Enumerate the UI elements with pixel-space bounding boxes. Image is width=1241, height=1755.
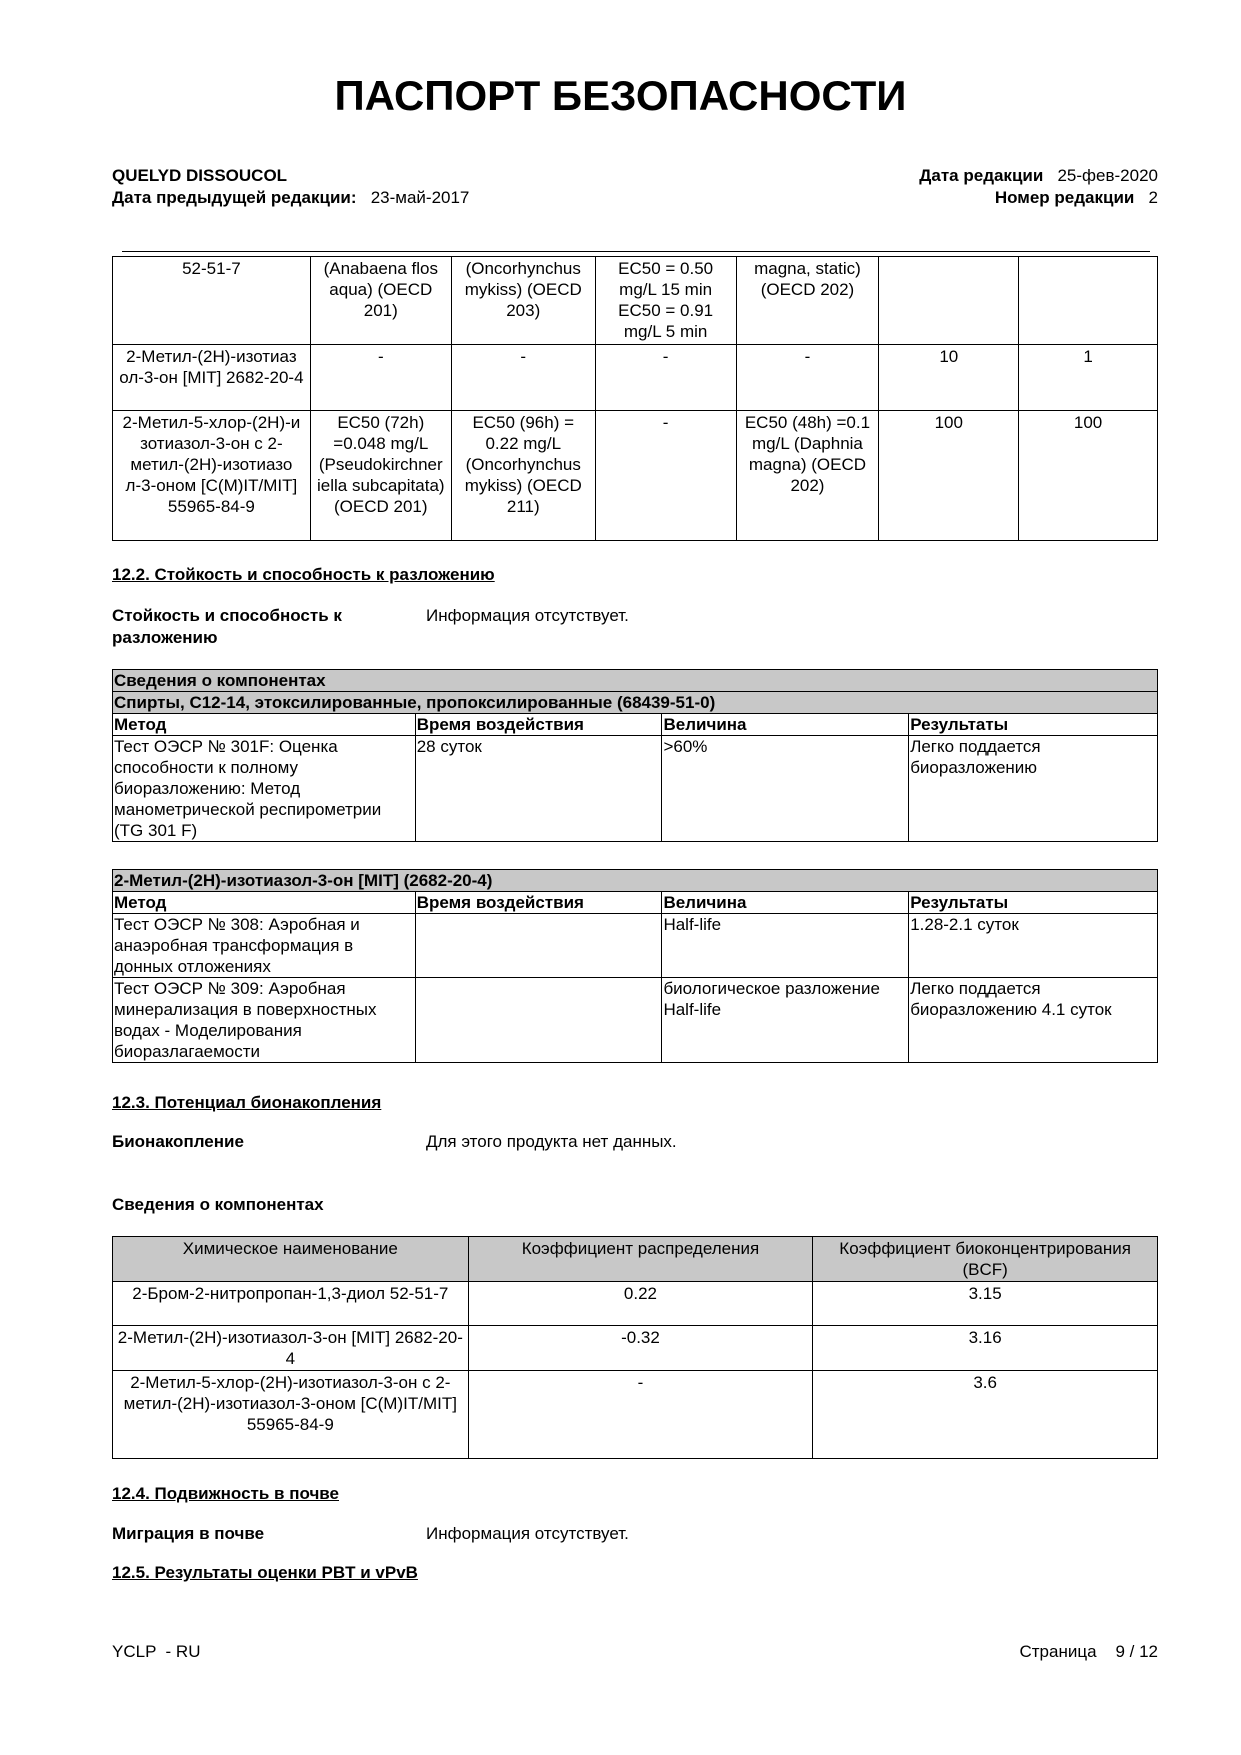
table-cell: биологическое разложение Half-life	[662, 978, 909, 1063]
product-name: QUELYD DISSOUCOL	[112, 166, 288, 185]
page-title: ПАСПОРТ БЕЗОПАСНОСТИ	[334, 72, 907, 119]
table-cell: 2-Метил-(2H)-изотиазол-3-он [MIT] 2682-20-4	[113, 1326, 469, 1371]
table-cell: 3.6	[813, 1371, 1158, 1459]
table-cell: EC50 (48h) =0.1 mg/L (Daphnia magna) (OECD 202)	[736, 411, 879, 541]
table-cell: -0.32	[468, 1326, 813, 1371]
previous-revision-value: 23-май-2017	[370, 188, 470, 207]
table-header-row	[113, 714, 1158, 736]
table-cell: 2-Метил-5-хлор-(2H)-изотиазол-3-он с 2-метил-(2H)-изотиазол-3-оном [C(M)IT/MIT] 55965-84-9	[113, 1371, 469, 1459]
table-row	[113, 345, 1158, 411]
section-12-3-heading: 12.3. Потенциал бионакопления	[112, 1093, 382, 1112]
component-table-2	[112, 869, 1158, 1063]
table-cell	[879, 257, 1019, 345]
table-row	[113, 670, 1158, 692]
table-cell: 2-Бром-2-нитропропан-1,3-диол 52-51-7	[113, 1282, 469, 1326]
table-cell: 10	[879, 345, 1019, 411]
persistence-value: Информация отсутствует.	[426, 606, 629, 625]
table-cell: 2-Метил-(2H)-изотиаз ол-3-он [MIT] 2682-20-4	[113, 345, 311, 411]
table-cell: -	[451, 345, 595, 411]
table-row	[113, 411, 1158, 541]
table-row	[113, 692, 1158, 714]
table-cell: Тест ОЭСР № 308: Аэробная и анаэробная трансформация в донных отложениях	[113, 914, 416, 978]
table-cell: >60%	[662, 736, 909, 842]
table-cell	[415, 978, 662, 1063]
table-cell: 3.15	[813, 1282, 1158, 1326]
table-header-row	[113, 1237, 1158, 1282]
table-row	[113, 1371, 1158, 1459]
table-cell: Легко поддается биоразложению 4.1 суток	[909, 978, 1158, 1063]
component-info-heading: Сведения о компонентах	[112, 1195, 324, 1214]
table-cell: 52-51-7	[113, 257, 311, 345]
table-cell: -	[468, 1371, 813, 1459]
column-header: Метод	[113, 714, 416, 736]
revision-number-label: Номер редакции	[994, 188, 1135, 207]
table-row	[113, 736, 1158, 842]
revision-number-value: 2	[1148, 188, 1158, 207]
header-divider	[122, 251, 1150, 252]
revision-date-value: 25-фев-2020	[1057, 166, 1158, 185]
table-row	[113, 1326, 1158, 1371]
table-cell: 3.16	[813, 1326, 1158, 1371]
substance-name: Спирты, C12-14, этоксилированные, пропоксилированные (68439-51-0)	[113, 692, 1158, 714]
page-value: 9 / 12	[1115, 1642, 1158, 1661]
column-header: Время воздействия	[415, 892, 662, 914]
page-label: Страница	[1019, 1642, 1097, 1661]
column-header: Метод	[113, 892, 416, 914]
table-cell: 2-Метил-5-хлор-(2H)-и зотиазол-3-он с 2-метил-(2H)-изотиазо л-3-оном [C(M)IT/MIT] 55965-84-9	[113, 411, 311, 541]
column-header: Результаты	[909, 892, 1158, 914]
table-cell: 28 суток	[415, 736, 662, 842]
section-12-5-heading: 12.5. Результаты оценки PBT и vPvB	[112, 1563, 418, 1582]
substance-name: 2-Метил-(2H)-изотиазол-3-он [MIT] (2682-20-4)	[113, 870, 1158, 892]
ecotoxicity-table	[112, 256, 1158, 541]
table-cell: Тест ОЭСР № 301F: Оценка способности к полному биоразложению: Метод манометрической респирометрии (TG 301 F)	[113, 736, 416, 842]
column-header: Коэффициент биоконцентрирования (BCF)	[813, 1237, 1158, 1282]
table-cell: 0.22	[468, 1282, 813, 1326]
component-table-1	[112, 669, 1158, 842]
column-header: Коэффициент распределения	[468, 1237, 813, 1282]
table-row	[113, 870, 1158, 892]
previous-revision	[112, 188, 469, 208]
table-cell: 1	[1019, 345, 1158, 411]
table-cell: EC50 (96h) = 0.22 mg/L (Oncorhynchus mykiss) (OECD 211)	[451, 411, 595, 541]
table-cell: Тест ОЭСР № 309: Аэробная минерализация в поверхностных водах - Моделирования биоразлагаемости	[113, 978, 416, 1063]
table-cell: 100	[1019, 411, 1158, 541]
table-cell: -	[595, 411, 736, 541]
column-header: Химическое наименование	[113, 1237, 469, 1282]
table-title: Сведения о компонентах	[113, 670, 1158, 692]
table-cell: -	[736, 345, 879, 411]
table-row	[113, 257, 1158, 345]
soil-mobility-value: Информация отсутствует.	[426, 1524, 629, 1543]
table-cell: (Anabaena flos aqua) (OECD 201)	[310, 257, 451, 345]
table-cell	[1019, 257, 1158, 345]
table-row	[113, 978, 1158, 1063]
table-cell: -	[310, 345, 451, 411]
column-header: Величина	[662, 714, 909, 736]
table-cell: (Oncorhynchus mykiss) (OECD 203)	[451, 257, 595, 345]
table-header-row	[113, 892, 1158, 914]
bioaccumulation-value: Для этого продукта нет данных.	[426, 1132, 677, 1151]
previous-revision-label: Дата предыдущей редакции:	[112, 188, 357, 207]
page-number	[1019, 1642, 1158, 1662]
table-cell: Легко поддается биоразложению	[909, 736, 1158, 842]
bcf-table	[112, 1236, 1158, 1459]
bioaccumulation-label: Бионакопление	[112, 1132, 244, 1151]
soil-mobility-label: Миграция в почве	[112, 1524, 265, 1543]
table-cell: -	[595, 345, 736, 411]
section-12-2-heading: 12.2. Стойкость и способность к разложению	[112, 565, 495, 584]
table-cell	[415, 914, 662, 978]
table-cell: 100	[879, 411, 1019, 541]
footer-code: YCLP - RU	[112, 1642, 201, 1661]
column-header: Величина	[662, 892, 909, 914]
table-cell: EC50 = 0.50 mg/L 15 min EC50 = 0.91 mg/L 5 min	[595, 257, 736, 345]
revision-date	[919, 166, 1158, 186]
revision-number	[995, 188, 1158, 208]
table-cell: EC50 (72h) =0.048 mg/L (Pseudokirchner iella subcapitata) (OECD 201)	[310, 411, 451, 541]
persistence-label: Стойкость и способность к разложению	[112, 606, 342, 647]
column-header: Результаты	[909, 714, 1158, 736]
column-header: Время воздействия	[415, 714, 662, 736]
section-12-4-heading: 12.4. Подвижность в почве	[112, 1484, 339, 1503]
table-row	[113, 1282, 1158, 1326]
table-cell: magna, static) (OECD 202)	[736, 257, 879, 345]
revision-date-label: Дата редакции	[919, 166, 1044, 185]
table-cell: 1.28-2.1 суток	[909, 914, 1158, 978]
table-cell: Half-life	[662, 914, 909, 978]
table-row	[113, 914, 1158, 978]
